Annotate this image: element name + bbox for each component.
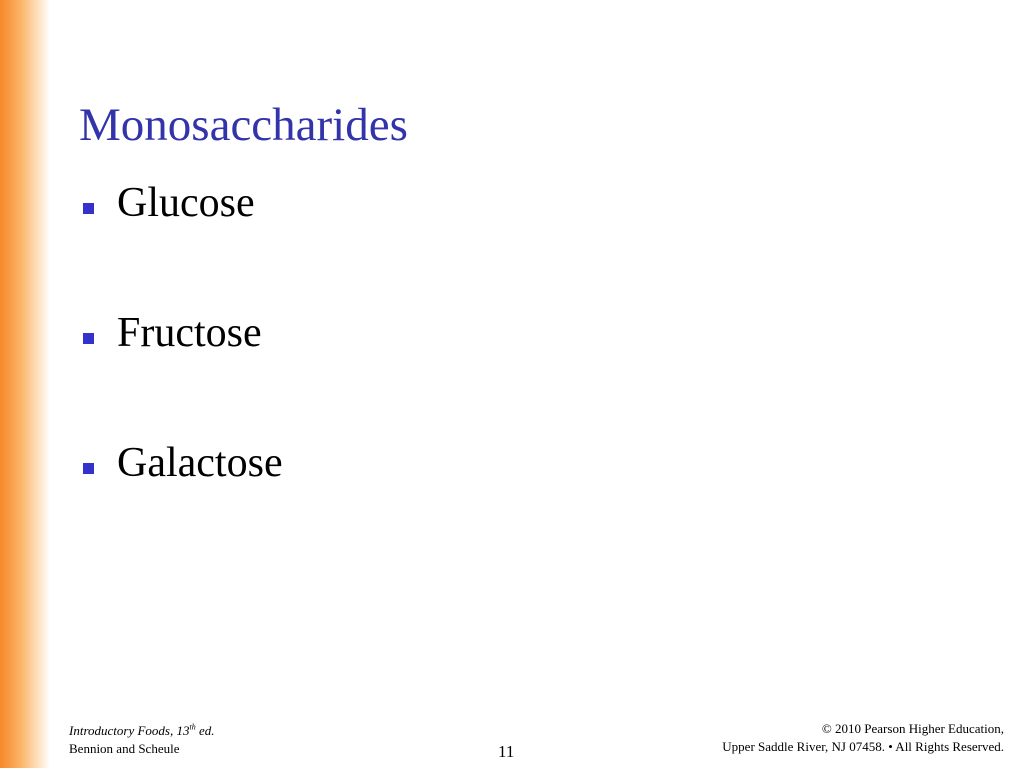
square-bullet-icon bbox=[83, 463, 94, 474]
copyright-line-1: © 2010 Pearson Higher Education, bbox=[821, 721, 1004, 736]
page-number: 11 bbox=[498, 742, 515, 761]
edition-superscript: th bbox=[189, 722, 196, 732]
copyright-line-2: Upper Saddle River, NJ 07458. • All Rights Reserved. bbox=[722, 739, 1004, 754]
footer-book-citation bbox=[69, 722, 215, 758]
footer-book-title bbox=[69, 722, 215, 740]
bullet-text: Glucose bbox=[117, 180, 255, 226]
slide-title: Monosaccharides bbox=[79, 99, 408, 151]
orange-gradient-side-bar bbox=[0, 0, 50, 768]
square-bullet-icon bbox=[83, 203, 94, 214]
square-bullet-icon bbox=[83, 333, 94, 344]
footer-copyright bbox=[722, 720, 1004, 756]
bullet-text: Galactose bbox=[117, 440, 283, 486]
bullet-text: Fructose bbox=[117, 310, 262, 356]
footer-authors: Bennion and Scheule bbox=[69, 741, 180, 756]
book-title-text: Introductory Foods, 13 bbox=[69, 723, 190, 738]
edition-suffix: ed. bbox=[195, 723, 215, 738]
